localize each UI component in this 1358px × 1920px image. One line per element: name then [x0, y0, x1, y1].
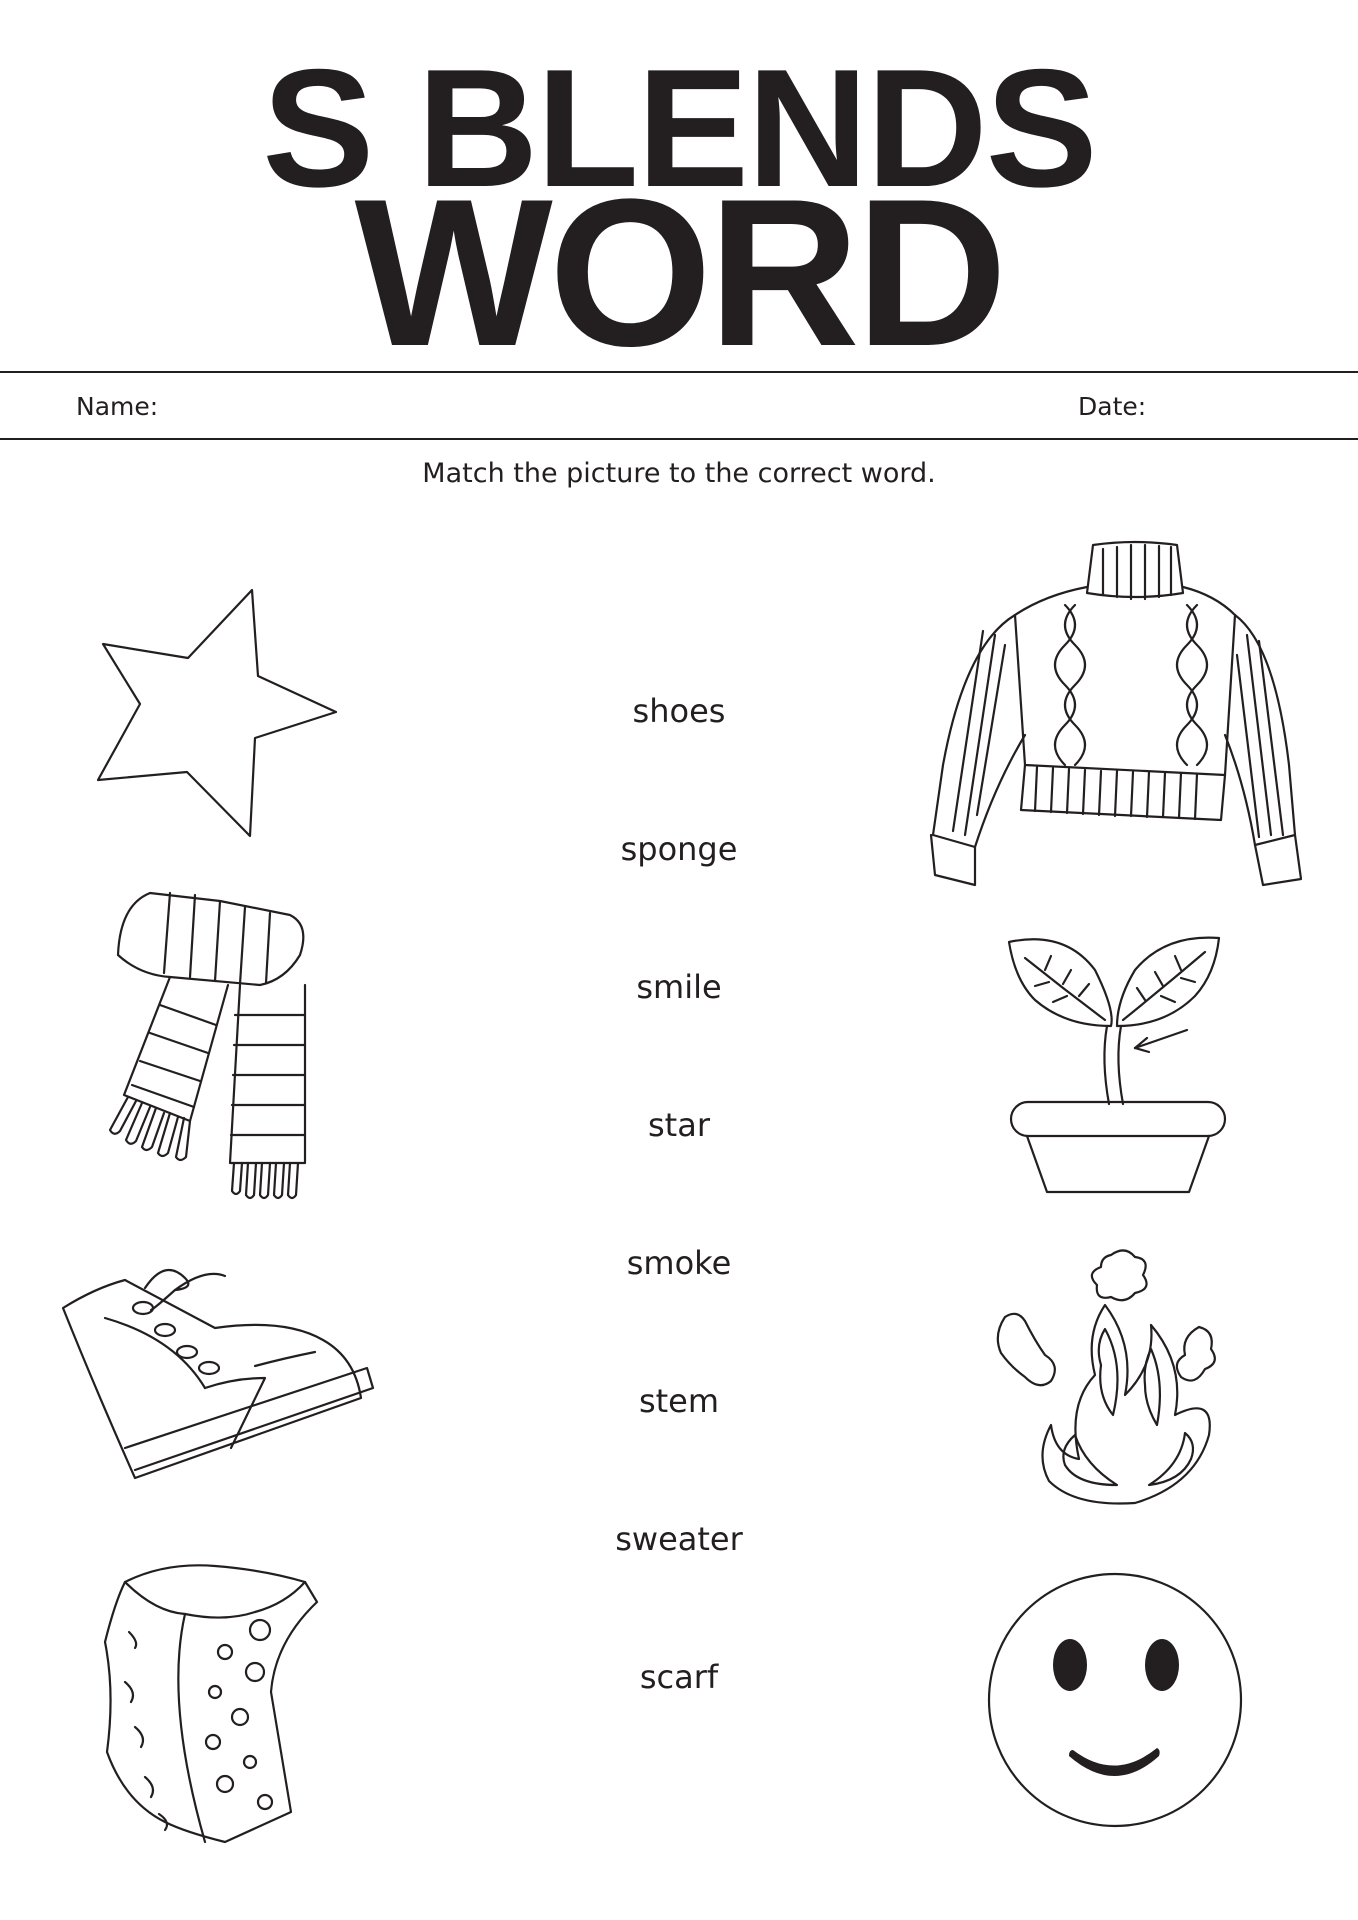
sponge-icon: [95, 1552, 335, 1852]
word-smile: smile: [636, 968, 722, 1006]
shoe-icon: [55, 1248, 385, 1498]
name-label: Name:: [76, 392, 159, 421]
scarf-icon: [100, 885, 340, 1205]
date-label: Date:: [1078, 392, 1147, 421]
word-sweater: sweater: [615, 1520, 743, 1558]
bottom-rule: [0, 438, 1358, 440]
stem-plant-icon: [1005, 930, 1235, 1200]
word-stem: stem: [638, 1382, 720, 1420]
smoke-icon: [985, 1245, 1245, 1515]
title-line-2: WORD: [354, 155, 1004, 390]
word-scarf: scarf: [639, 1658, 719, 1696]
word-smoke: smoke: [626, 1244, 732, 1282]
word-star: star: [648, 1106, 710, 1144]
word-shoes: shoes: [632, 692, 726, 730]
title-line-1: S BLENDS: [262, 34, 1096, 222]
word-sponge: sponge: [620, 830, 738, 868]
star-icon: [90, 580, 350, 850]
sweater-icon: [925, 535, 1305, 895]
top-rule: [0, 371, 1358, 373]
instructions: Match the picture to the correct word.: [422, 458, 936, 489]
smile-face-icon: [985, 1570, 1245, 1830]
